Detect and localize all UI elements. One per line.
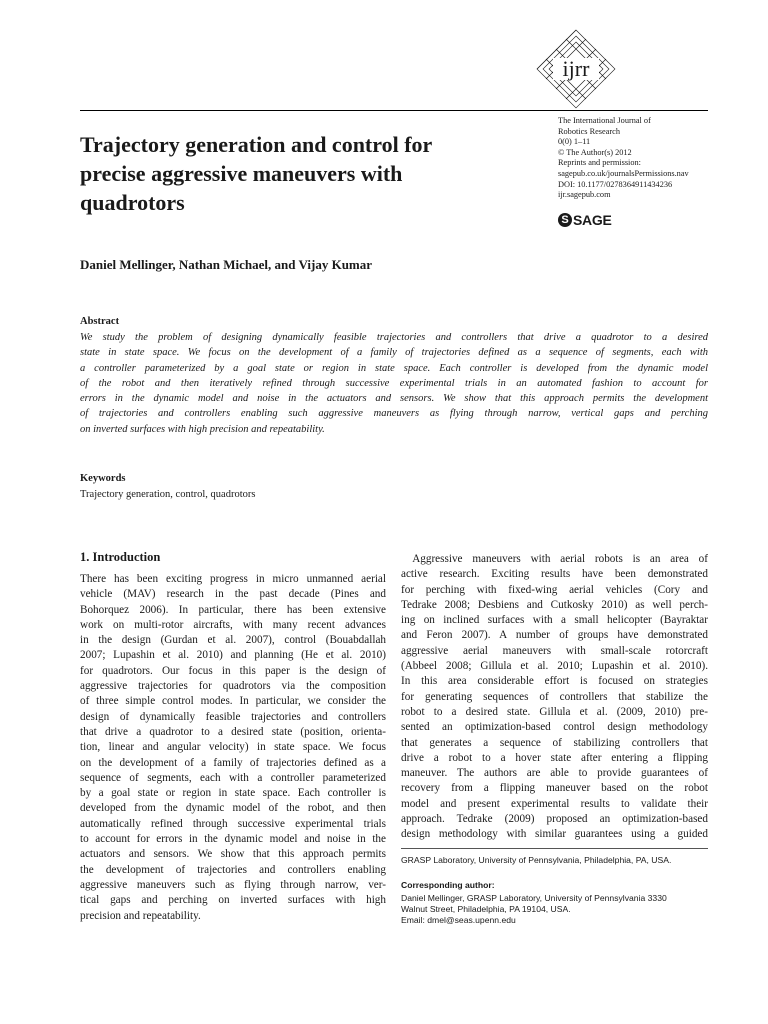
abstract-line: of trajectories and controllers enabling such aggressive maneuvers as flying through narrow, vertical gaps and perching bbox=[80, 408, 708, 420]
body-line: to account for errors in the dynamic model and noise in the bbox=[80, 833, 386, 846]
body-line: Tedrake 2008; Desbiens and Cutkosky 2010) as well perch- bbox=[401, 598, 708, 611]
keywords-text: Trajectory generation, control, quadrotors bbox=[80, 489, 256, 500]
body-line: maneuver. The authors are able to provide guarantees of bbox=[401, 767, 708, 780]
body-line: approach. Tedrake (2009) proposed an optimization-based bbox=[401, 813, 708, 826]
body-line: the development of trajectories and controllers enabling bbox=[80, 863, 386, 876]
body-line: for quadrotors. Our focus in this paper is the design of bbox=[80, 664, 386, 677]
body-line: tical gaps and perching on inverted surfaces with high bbox=[80, 894, 386, 907]
body-line: Bohorquez 2006). In particular, there has been extensive bbox=[80, 603, 386, 616]
journal-info bbox=[558, 116, 718, 201]
corresponding-author-details bbox=[401, 893, 708, 926]
body-line: 2007; Lupashin et al. 2010) and planning (He et al. 2010) bbox=[80, 649, 386, 662]
affiliation: GRASP Laboratory, University of Pennsylvania, Philadelphia, PA, USA. bbox=[401, 855, 672, 865]
body-line: active research. Exciting results have been demonstrated bbox=[401, 568, 708, 581]
body-line: (Abbeel 2008; Gillula et al. 2010; Lupashin et al. 2010). bbox=[401, 660, 708, 673]
journal-info-line: Robotics Research bbox=[558, 126, 620, 136]
publisher-logo bbox=[558, 211, 611, 229]
body-line: tion, linear and angular velocity) in state space. We focus bbox=[80, 741, 386, 754]
corresponding-author-line: Walnut Street, Philadelphia, PA 19104, USA. bbox=[401, 904, 571, 914]
corresponding-author-heading: Corresponding author: bbox=[401, 880, 495, 890]
body-line: and Feron 2007). A number of groups have demonstrated bbox=[401, 629, 708, 642]
body-line: work on multi-rotor aircrafts, with many recent advances bbox=[80, 618, 386, 631]
journal-logo-mark bbox=[535, 28, 617, 110]
body-line: that generates a sequence of stabilizing controllers that bbox=[401, 736, 708, 749]
abstract-line: of the robot and then iteratively refined through successive experimental trials in an automated fashion to account for bbox=[80, 377, 708, 389]
body-line: actuators and sensors. We show that this approach permits bbox=[80, 848, 386, 861]
body-line: for perching with fixed-wing aerial vehicles (Cory and bbox=[401, 583, 708, 596]
body-line: recovery from a flipping maneuver based on the robot bbox=[401, 782, 708, 795]
paper-title bbox=[80, 130, 510, 217]
body-line: ing on inclined surfaces with a small helicopter (Bayraktar bbox=[401, 614, 708, 627]
title-line: Trajectory generation and control for bbox=[80, 132, 433, 157]
body-line: by a goal state or region in state space. Each controller is bbox=[80, 787, 386, 800]
journal-info-line: © The Author(s) 2012 bbox=[558, 147, 632, 157]
journal-logo-text: ijrr bbox=[562, 56, 590, 81]
journal-info-line: ijr.sagepub.com bbox=[558, 190, 611, 200]
corresponding-author-email[interactable]: Email: dmel@seas.upenn.edu bbox=[401, 915, 516, 925]
title-line: quadrotors bbox=[80, 190, 185, 215]
abstract-line: We study the problem of designing dynamically feasible trajectories and controllers that drive a quadrotor to a desired bbox=[80, 332, 708, 343]
body-line: design methodology with similar guarantees using a guided bbox=[401, 828, 708, 841]
body-line: aggressive trajectories for quadrotors via the composition bbox=[80, 680, 386, 693]
body-line: vehicle (MAV) research in the past decade (Pines and bbox=[80, 588, 386, 601]
journal-info-line: 0(0) 1–11 bbox=[558, 137, 591, 147]
abstract-body bbox=[80, 330, 708, 437]
left-column bbox=[80, 572, 386, 924]
abstract-line: state in state space. We focus on the development of a family of trajectories defined as a sequence of segments, each with bbox=[80, 347, 708, 359]
body-line: for generating sequences of controllers that stabilize the bbox=[401, 690, 708, 703]
body-line: in the design (Gurdan et al. 2007), control (Bouabdallah bbox=[80, 634, 386, 647]
section-heading: 1. Introduction bbox=[80, 550, 161, 564]
journal-logo bbox=[535, 28, 617, 110]
body-line: Aggressive maneuvers with aerial robots is an area of bbox=[401, 553, 708, 565]
publisher-logo-mark: S bbox=[558, 213, 572, 227]
body-line: There has been exciting progress in micro unmanned aerial bbox=[80, 573, 386, 585]
body-line: of three simple control modes. In particular, we consider the bbox=[80, 695, 386, 708]
header-rule bbox=[80, 110, 708, 111]
journal-info-line: The International Journal of bbox=[558, 116, 651, 125]
body-line: sented an optimization-based control design methodology bbox=[401, 721, 708, 734]
footnote-rule bbox=[401, 848, 708, 849]
body-line: design of dynamically feasible trajectories and controllers bbox=[80, 710, 386, 723]
body-line: sequence of segments, each with a controller parameterized bbox=[80, 771, 386, 784]
publisher-logo-word: SAGE bbox=[573, 212, 612, 228]
body-line: on the development of a family of trajectories defined as a bbox=[80, 756, 386, 769]
body-line: model and present experimental results to validate their bbox=[401, 797, 708, 810]
journal-info-line: sagepub.co.uk/journalsPermissions.nav bbox=[558, 168, 689, 178]
journal-info-line: DOI: 10.1177/0278364911434236 bbox=[558, 179, 673, 189]
body-line: aggressive aerial maneuvers with small-scale rotorcraft bbox=[401, 644, 708, 657]
journal-info-line: Reprints and permission: bbox=[558, 158, 641, 168]
corresponding-author-line: Daniel Mellinger, GRASP Laboratory, University of Pennsylvania 3330 bbox=[401, 893, 667, 903]
body-line: developed from the dynamic model of the robot, and then bbox=[80, 802, 386, 815]
body-line: precision and repeatability. bbox=[80, 909, 201, 922]
body-line: that drive a quadrotor to a desired state (position, orienta- bbox=[80, 725, 386, 738]
body-line: aggressive maneuvers such as flying through narrow, ver- bbox=[80, 878, 386, 891]
keywords-heading: Keywords bbox=[80, 473, 126, 484]
abstract-line: a controller parameterized by a goal state or region in state space. Each controller is developed from the dynamic model bbox=[80, 362, 708, 374]
abstract-line: errors in the dynamic model and noise in the actuators and sensors. We show that this approach permits the development bbox=[80, 393, 708, 405]
abstract-heading: Abstract bbox=[80, 316, 120, 327]
authors: Daniel Mellinger, Nathan Michael, and Vijay Kumar bbox=[80, 257, 373, 272]
body-line: In this area considerable effort is focused on strategies bbox=[401, 675, 708, 688]
title-line: precise aggressive maneuvers with bbox=[80, 161, 403, 186]
body-line: automatically refined through successive experimental trials bbox=[80, 817, 386, 830]
body-line: drive a robot to a hover state after entering a flipping bbox=[401, 751, 708, 764]
abstract-line: on inverted surfaces with high precision and repeatability. bbox=[80, 423, 325, 435]
body-line: robot to a desired state. Gillula et al. (2009, 2010) pre- bbox=[401, 705, 708, 718]
right-column bbox=[401, 552, 708, 843]
